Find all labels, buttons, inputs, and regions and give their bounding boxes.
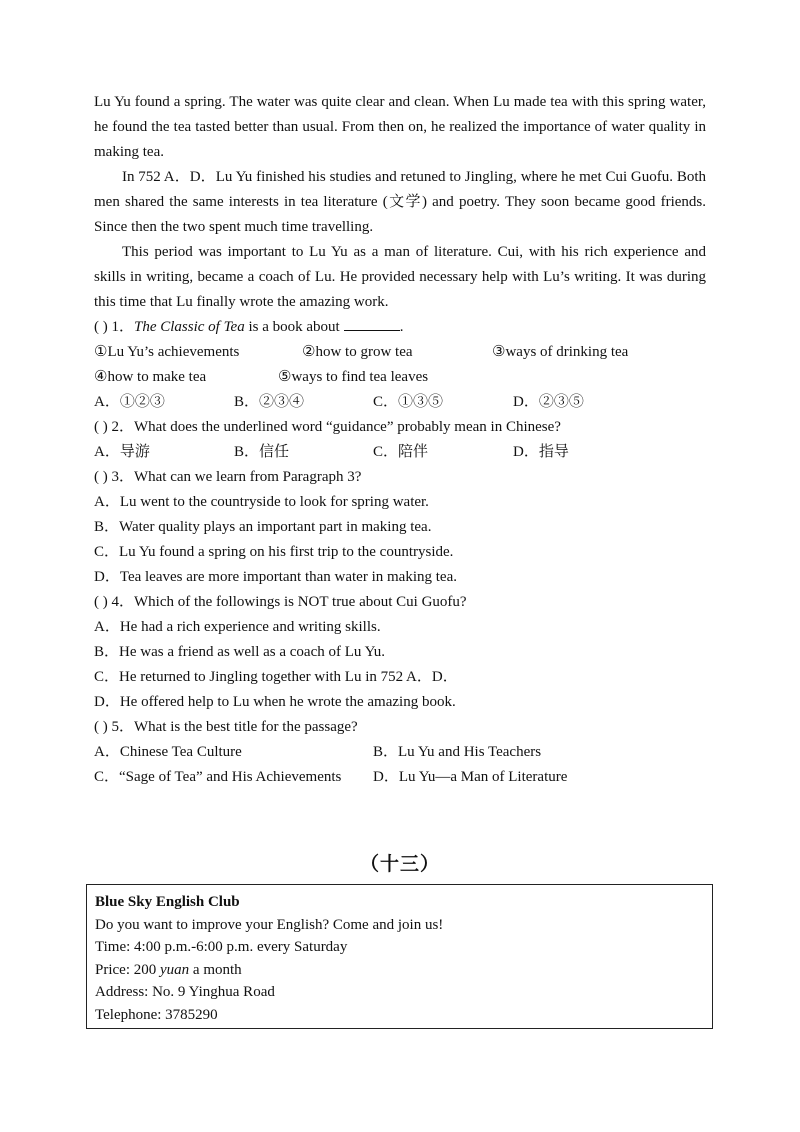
club-name: Blue Sky English Club [95,894,240,910]
q2-option-a: A．导游 [94,444,150,460]
question-5-options-row2 [94,765,706,790]
q1-stem-text: is a book about [244,319,340,335]
q5-option-b: B．Lu Yu and His Teachers [373,744,542,760]
q1-item-3: ③ways of drinking tea [492,344,629,360]
section-title: （十三） [359,854,440,875]
q1-book-title: The Classic of Tea [134,319,245,335]
q2-option-d: D．指导 [513,444,569,460]
question-3-stem: ( ) 3．What can we learn from Paragraph 3? [94,469,362,485]
q2-option-c: C．陪伴 [373,444,429,460]
q3-option-c: C．Lu Yu found a spring on his first trip to the countryside. [94,544,454,560]
passage-and-questions [94,90,706,790]
question-1-options [94,390,706,415]
q5-option-a: A．Chinese Tea Culture [94,744,242,760]
ad-price [95,959,704,982]
q1-option-c: C．①③⑤ [373,394,444,410]
ad-time: Time: 4:00 p.m.-6:00 p.m. every Saturday [95,939,348,955]
q1-option-d: D．②③⑤ [513,394,584,410]
q1-item-4: ④how to make tea [94,369,207,385]
question-5-options-row1 [94,740,706,765]
answer-blank [344,316,400,331]
ad-slogan: Do you want to improve your English? Come and join us! [95,916,444,933]
q4-option-c: C．He returned to Jingling together with Lu in 752 A．D． [94,669,458,685]
q3-option-b: B．Water quality plays an important part in making tea. [94,519,432,535]
q1-item-2: ②how to grow tea [302,344,413,360]
question-4-stem: ( ) 4．Which of the followings is NOT true about Cui Guofu? [94,594,467,610]
question-1-items-row2 [94,365,706,390]
paragraph-4: In 752 A．D．Lu Yu finished his studies and retuned to Jingling, where he met Cui Guofu. Both men shared the same interests in tea literature (文学) and poetry. They soon became good friends. Since then the two spent much time travelling. [94,169,706,235]
question-5-stem: ( ) 5．What is the best title for the passage? [94,719,358,735]
price-prefix: Price: 200 [95,961,157,978]
price-suffix: a month [192,961,242,978]
q5-option-d: D．Lu Yu—a Man of Literature [373,769,568,785]
q1-prefix: ( ) 1． [94,319,134,335]
q4-option-d: D．He offered help to Lu when he wrote the amazing book. [94,694,456,710]
q5-option-c: C．“Sage of Tea” and His Achievements [94,769,342,785]
q3-option-a: A．Lu went to the countryside to look for spring water. [94,494,429,510]
question-2-options [94,440,706,465]
q4-option-a: A．He had a rich experience and writing skills. [94,619,381,635]
price-unit: yuan [160,961,190,978]
q1-option-b: B．②③④ [234,394,305,410]
q1-period: . [399,319,404,335]
paragraph-5: This period was important to Lu Yu as a man of literature. Cui, with his rich experience and skills in writing, became a coach of Lu. He provided necessary help with Lu’s writing. It was during this time that Lu finally wrote the amazing work. [94,244,706,310]
q1-option-a: A．①②③ [94,394,165,410]
question-1-stem [94,315,706,340]
q3-option-d: D．Tea leaves are more important than water in making tea. [94,569,457,585]
ad-telephone: Telephone: 3785290 [95,1006,218,1023]
club-advertisement [86,884,713,1029]
question-2-stem: ( ) 2．What does the underlined word “guidance” probably mean in Chinese? [94,419,561,435]
question-1-items-row1 [94,340,706,365]
ad-address: Address: No. 9 Yinghua Road [95,984,275,1000]
q2-option-b: B．信任 [234,444,290,460]
q1-item-5: ⑤ways to find tea leaves [278,369,429,385]
q1-item-1: ①Lu Yu’s achievements [94,344,240,360]
q4-option-b: B．He was a friend as well as a coach of Lu Yu. [94,644,386,660]
paragraph-continued: Lu Yu found a spring. The water was quite clear and clean. When Lu made tea with this spring water, he found the tea tasted better than usual. From then on, he realized the importance of water quality in making tea. [94,94,706,160]
